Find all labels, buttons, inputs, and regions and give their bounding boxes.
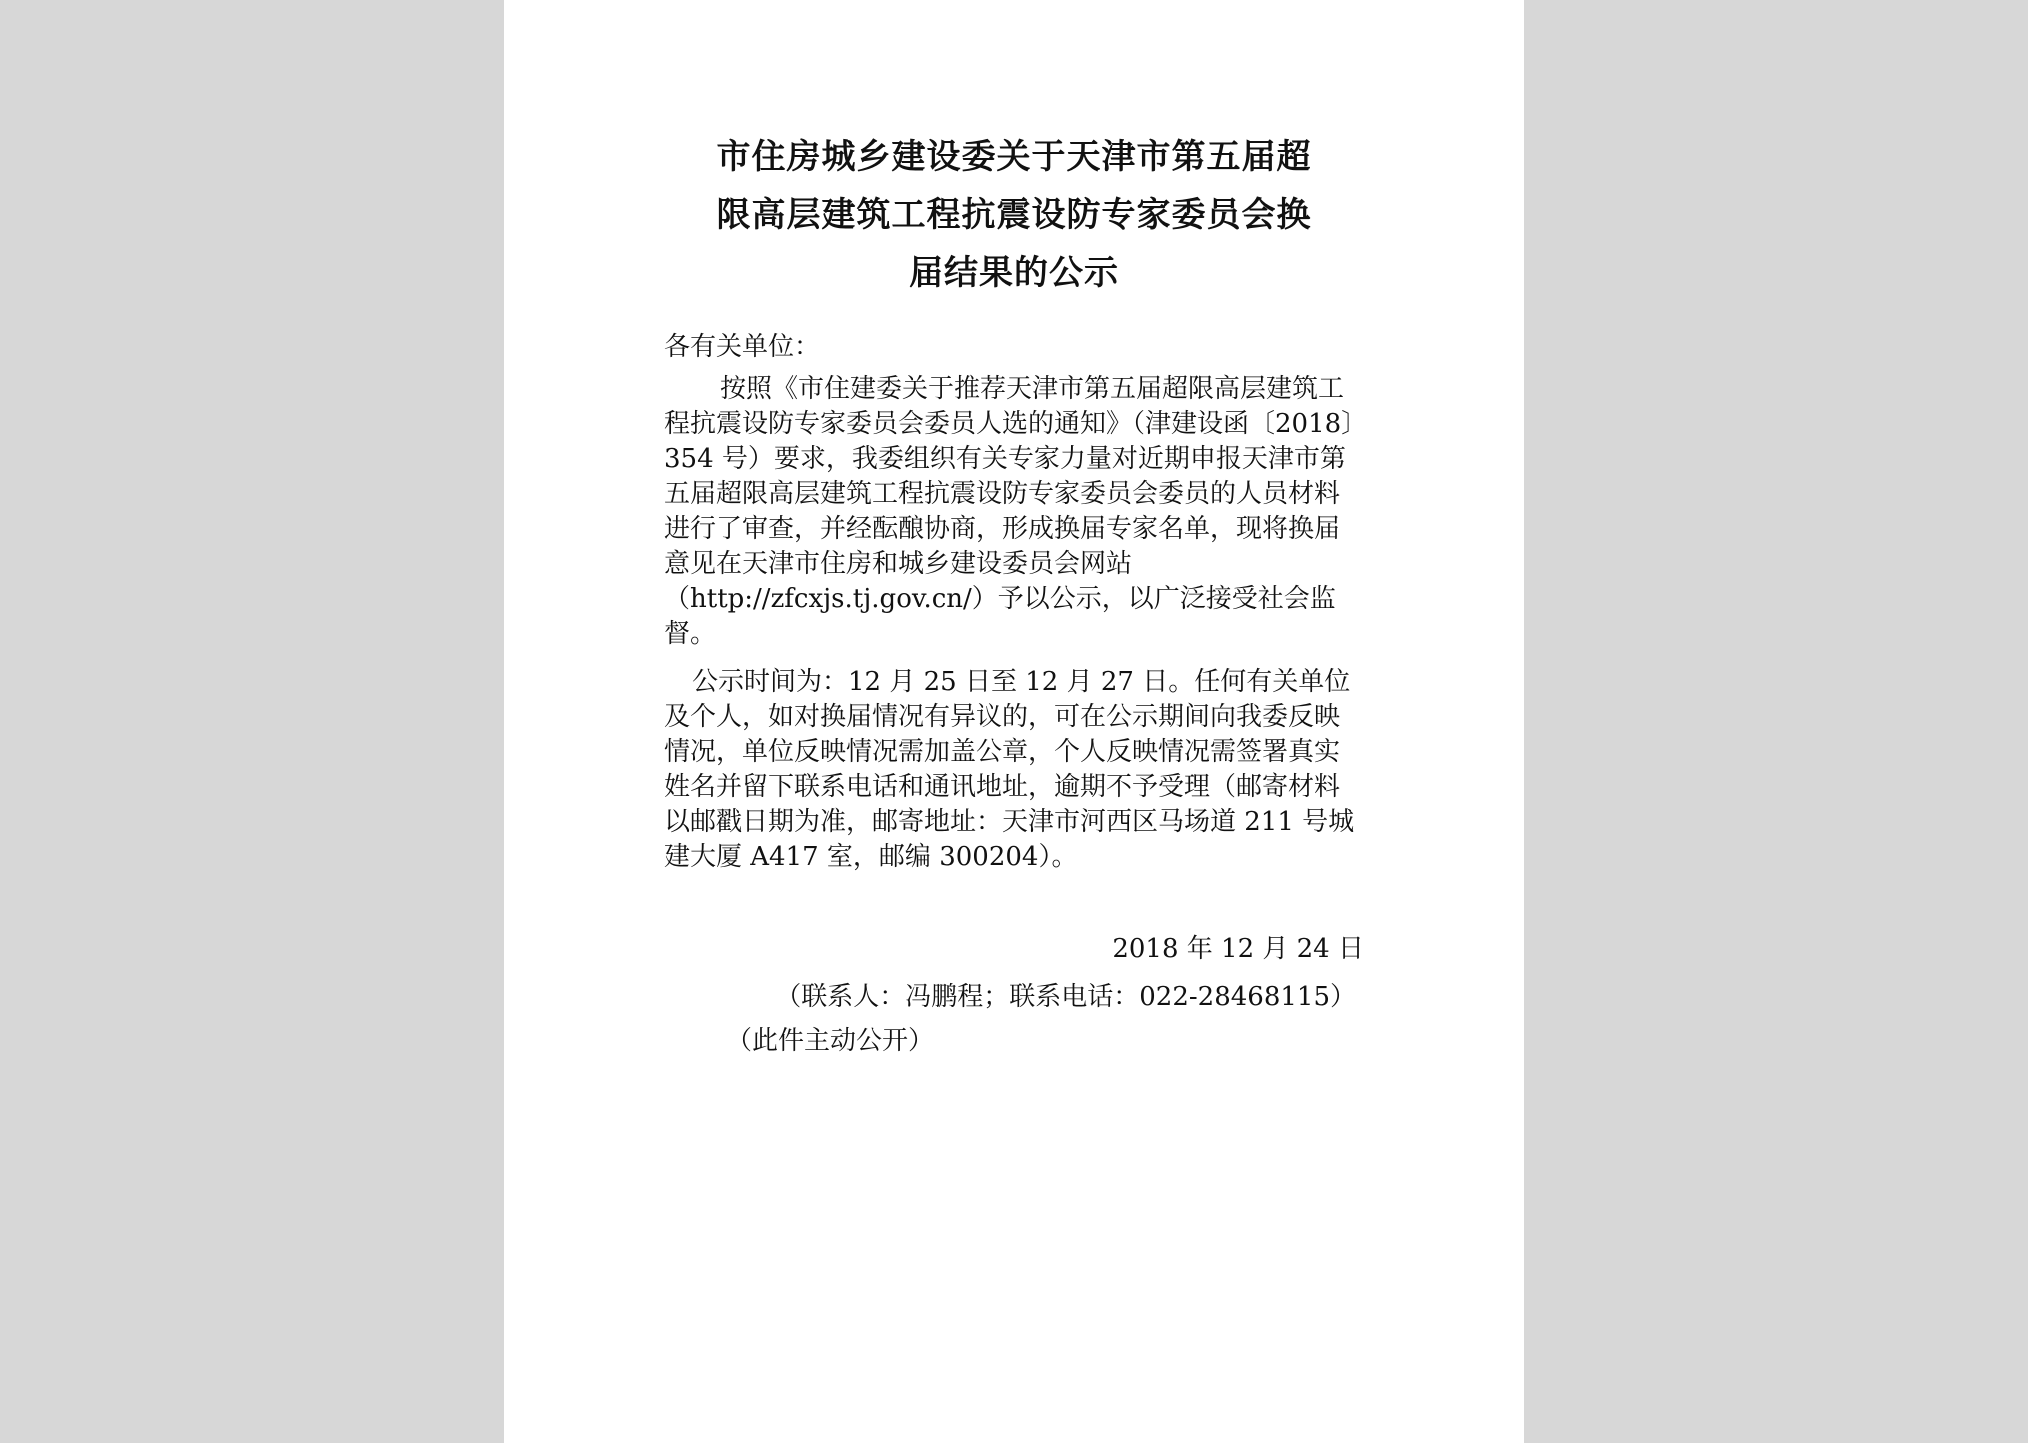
document-page	[504, 0, 1524, 1443]
title-line-3: 届结果的公示	[909, 253, 1119, 293]
paragraph-period: 公示时间为：12 月 25 日至 12 月 27 日。任何有关单位及个人，如对换届情况有异议的，可在公示期间向我委反映情况，单位反映情况需加盖公章，个人反映情况需签署真实姓名并留下联系电话和通讯地址，逾期不予受理（邮寄材料以邮戳日期为准，邮寄地址：天津市河西区马场道 211 号城建大厦 A417 室，邮编 300204）。	[664, 667, 1355, 872]
title-line-2: 限高层建筑工程抗震设防专家委员会换	[716, 195, 1312, 235]
issue-date: 2018 年 12 月 24 日	[1112, 934, 1364, 964]
contact-info: （联系人：冯鹏程；联系电话：022-28468115）	[775, 982, 1356, 1012]
disclosure-note: （此件主动公开）	[726, 1026, 935, 1056]
paragraph-notice: 按照《市住建委关于推荐天津市第五届超限高层建筑工程抗震设防专家委员会委员人选的通知》（津建设函〔2018〕354 号）要求，我委组织有关专家力量对近期申报天津市第五届超限高层建筑工程抗震设防专家委员会委员的人员材料进行了审查，并经酝酿协商，形成换届专家名单，现将换届意见在天津市住房和城乡建设委员会网站（http://zfcxjs.tj.gov.cn/）予以公示，以广泛接受社会监督。	[664, 374, 1355, 649]
title-line-1: 市住房城乡建设委关于天津市第五届超	[716, 137, 1312, 177]
salutation: 各有关单位：	[664, 332, 821, 362]
document-title	[504, 128, 1524, 302]
